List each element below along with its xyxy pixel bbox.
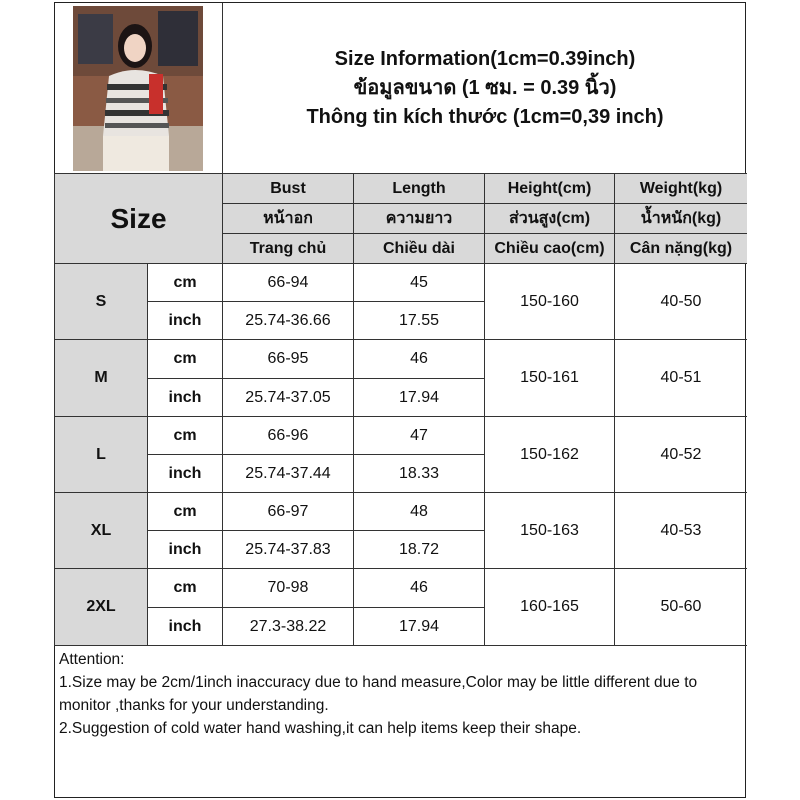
col-bust-th: หน้าอก (222, 203, 354, 234)
unit-cm: cm (147, 339, 223, 379)
bust-cm: 66-97 (222, 492, 354, 531)
length-cm: 45 (353, 263, 485, 302)
bust-cm: 66-94 (222, 263, 354, 302)
col-height-th: ส่วนสูง(cm) (484, 203, 615, 234)
title-en: Size Information(1cm=0.39inch) (334, 47, 636, 70)
length-inch: 17.94 (353, 607, 485, 646)
height-range: 150-162 (484, 416, 615, 493)
note-item-1: 1.Size may be 2cm/1inch inaccuracy due to hand measure,Color may be little different due to monitor ,thanks for your understanding. (59, 674, 698, 714)
bust-cm: 66-96 (222, 416, 354, 455)
product-photo (73, 6, 203, 171)
size-label-m: M (54, 339, 148, 417)
unit-inch: inch (147, 530, 223, 569)
unit-cm: cm (147, 492, 223, 531)
unit-inch: inch (147, 454, 223, 493)
title-vi: Thông tin kích thước (1cm=0,39 inch) (306, 105, 664, 128)
bust-inch: 25.74-37.05 (222, 378, 354, 417)
col-bust-en: Bust (222, 173, 354, 204)
length-inch: 17.94 (353, 378, 485, 417)
col-weight-th: น้ำหนัก(kg) (614, 203, 747, 234)
unit-cm: cm (147, 416, 223, 455)
col-weight-en: Weight(kg) (614, 173, 747, 204)
col-length-vi: Chiều dài (353, 233, 485, 264)
height-range: 150-161 (484, 339, 615, 417)
unit-inch: inch (147, 378, 223, 417)
attention-notes (55, 646, 745, 742)
unit-inch: inch (147, 301, 223, 340)
unit-cm: cm (147, 568, 223, 608)
size-label-2xl: 2XL (54, 568, 148, 646)
size-chart (54, 2, 746, 798)
height-range: 160-165 (484, 568, 615, 646)
height-range: 150-163 (484, 492, 615, 569)
bust-inch: 25.74-37.83 (222, 530, 354, 569)
notes-heading: Attention: (59, 651, 125, 668)
length-inch: 18.33 (353, 454, 485, 493)
height-range: 150-160 (484, 263, 615, 340)
bust-inch: 25.74-37.44 (222, 454, 354, 493)
title-block (223, 3, 747, 173)
bust-cm: 66-95 (222, 339, 354, 379)
bust-inch: 27.3-38.22 (222, 607, 354, 646)
weight-range: 40-51 (614, 339, 747, 417)
length-cm: 46 (353, 339, 485, 379)
col-height-vi: Chiều cao(cm) (484, 233, 615, 264)
weight-range: 40-52 (614, 416, 747, 493)
col-height-en: Height(cm) (484, 173, 615, 204)
note-item-2: 2.Suggestion of cold water hand washing,it can help items keep their shape. (59, 720, 582, 737)
title-th: ข้อมูลขนาด (1 ซม. = 0.39 นิ้ว) (353, 76, 617, 99)
col-length-th: ความยาว (353, 203, 485, 234)
length-cm: 47 (353, 416, 485, 455)
col-weight-vi: Cân nặng(kg) (614, 233, 747, 264)
size-label-s: S (54, 263, 148, 340)
bust-cm: 70-98 (222, 568, 354, 608)
length-inch: 18.72 (353, 530, 485, 569)
unit-inch: inch (147, 607, 223, 646)
unit-cm: cm (147, 263, 223, 302)
length-inch: 17.55 (353, 301, 485, 340)
col-bust-vi: Trang chủ (222, 233, 354, 264)
size-label-xl: XL (54, 492, 148, 569)
weight-range: 50-60 (614, 568, 747, 646)
col-length-en: Length (353, 173, 485, 204)
size-label-l: L (54, 416, 148, 493)
weight-range: 40-50 (614, 263, 747, 340)
size-header: Size (54, 173, 223, 264)
bust-inch: 25.74-36.66 (222, 301, 354, 340)
length-cm: 46 (353, 568, 485, 608)
length-cm: 48 (353, 492, 485, 531)
weight-range: 40-53 (614, 492, 747, 569)
